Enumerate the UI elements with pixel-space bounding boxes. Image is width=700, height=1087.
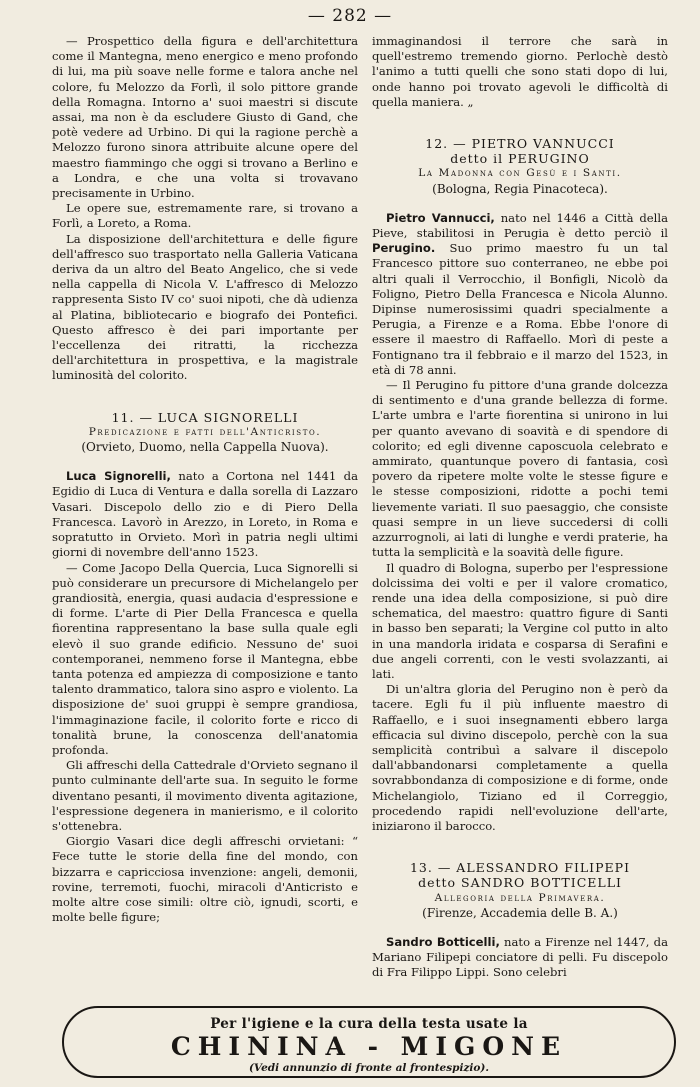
left-column (52, 34, 358, 925)
section-11-lead-paragraph (52, 469, 358, 560)
section-11-paragraph: Giorgio Vasari dice degli affreschi orvietani: “ Fece tutte le storie della fine del mondo, con bizzarra e capricciosa invenzione: angeli, demonii, rovine, terremoti, fuochi, miracoli d'Anticristo e molte altre cose simili: oltre ciò, ignudi, scorti, e molte belle figure; (52, 834, 358, 925)
section-13-location: (Firenze, Accademia delle B. A.) (422, 905, 618, 920)
section-13-lead-paragraph (372, 935, 668, 981)
intro-paragraph: La disposizione dell'architettura e delle figure dell'affresco suo trasportato nella Galleria Vaticana deriva da un altro del Beato Angelico, che si vede nella cappella di Nicola V. L'affresco di Melozzo rappresenta Sisto IV co' suoi nipoti, che dà udienza al Platina, bibliotecario e biografo dei Pontefici. Questo affresco è dei pari importante per l'eccellenza dei ritratti, la ricchezza dell'architettura in prospettiva, e la magistrale luminosità del colorito. (52, 231, 358, 383)
section-13-title: 13. — ALESSANDRO FILIPEPI (409, 860, 631, 876)
section-12-paragraph: — Il Perugino fu pittore d'una grande dolcezza di sentimento e d'una grande bellezza di forme. L'arte umbra e l'arte fiorentina si unirono in lui per quanto avevano di soavità e di spendore di colorito; ed egli divenne caposcuola celebrato e ammirato, quantunque povero di fantasia, così povero da ripetere molte volte le stesse figure e le stesse composizioni, ridotte a pochi temi lievemente variati. Il suo paesaggio, che consiste quasi sempre in un lieve succedersi di colli azzurrognoli, ai lati di lunghe e verdi praterie, ha tutta la semplicità e la soavità delle figure. (372, 378, 668, 560)
section-12-location: (Bologna, Regia Pinacoteca). (432, 181, 608, 196)
section-13-work: Allegoria della Primavera. (434, 891, 606, 904)
section-11-location: (Orvieto, Duomo, nella Cappella Nuova). (81, 440, 329, 455)
section-12-subtitle: detto il PERUGINO (450, 151, 590, 167)
lead-text: nato a Cortona nel 1441 da Egidio di Luca di Ventura e dalla sorella di Lazzaro Vasari. Discepolo dello zio e di Piero Della Francesca. Lavorò in Arezzo, in Loreto, in Roma e sopratutto in Orvieto. Morì in patria negli ultimi giorni di novembre dell'anno 1523. (52, 469, 359, 560)
lead-text: Suo primo maestro fu un tal Francesco pittore suo conterraneo, ne ebbe poi altri quali il Verrocchio, il Bonfigli, Nicolò da Foligno, Pietro Della Francesca e Nicola Alunno. Dipinse numerosissimi quadri specialmente a Perugia, a Firenze e a Roma. Ebbe l'onore di essere il maestro di Raffaello. Morì di peste a Fontignano tra il febbraio e il marzo del 1523, in età di 78 anni. (372, 241, 668, 377)
section-12-lead-paragraph (372, 211, 668, 378)
section-11-paragraph: Gli affreschi della Cattedrale d'Orvieto segnano il punto culminante dell'arte sua. In seguito le forme diventano pesanti, il movimento diventa agitazione, l'espressione degenera in manierismo, e il colorito s'ottenebra. (52, 758, 358, 833)
intro-paragraph: — Prospettico della figura e dell'architettura come il Mantegna, meno energico e meno profondo di lui, ma più soave nelle forme e talora anche nel colore, fu Melozzo da Forlì, il solo pittore grande della Romagna. Intorno a' suoi maestri si discute assai, ma non è da escludere Giusto di Gand, che potè vedere ad Urbino. Di qui la ragione perchè a Melozzo furono sinora attribuite alcune opere del maestro fiammingo che oggi si trovano a Berlino e a Londra, e che una volta si trovavano precisamente in Urbino. (52, 34, 358, 201)
advertisement-line: Per l'igiene e la cura della testa usate la (210, 1016, 528, 1032)
page-number: — 282 — (307, 6, 393, 26)
section-13-subtitle: detto SANDRO BOTTICELLI (418, 875, 622, 891)
section-11-paragraph: — Come Jacopo Della Quercia, Luca Signorelli si può considerare un precursore di Michelangelo per grandiosità, energia, quasi audacia d'espressione e di forme. L'arte di Pier Della Francesca e quella fiorentina rappresentano la base sulla quale egli elevò il suo grande edificio. Nessuno de' suoi contemporanei, nemmeno forse il Mantegna, ebbe tanta potenza ed ampiezza di composizione e tanto talento drammatico, talora sino aspro e violento. La disposizione de' suoi gruppi è sempre grandiosa, l'immaginazione facile, il colorito forte e ricco di tonalità brune, la conoscenza dell'anatomia profonda. (52, 560, 358, 757)
section-11-work: Predicazione e fatti dell'Anticristo. (88, 425, 322, 438)
artist-name: Luca Signorelli, (66, 469, 171, 484)
artist-nickname: Perugino. (372, 241, 436, 256)
artist-name: Sandro Botticelli, (386, 934, 500, 949)
lead-text: nato nel 1446 a Città della Pieve, stabilitosi in Perugia è detto perciò il (372, 210, 668, 241)
quote-continuation: immaginandosi il terrore che sarà in quell'estremo tremendo giorno. Perlochè destò l'animo a tutti quelli che sono stati dopo di lui, onde hanno poi trovato agevoli le difficoltà di quella maniera. „ (372, 34, 668, 109)
section-12-paragraph: Di un'altra gloria del Perugino non è però da tacere. Egli fu il più influente maestro di Raffaello, e i suoi insegnamenti ebbero larga efficacia sul divino discepolo, perchè con la sua semplicità contribuì a salvare il discepolo dall'abbandonarsi completamente a quella sovrabbondanza di composizione e di forme, onde Michelangiolo, Tiziano ed il Correggio, procedendo rapidi nell'evoluzione dell'arte, iniziarono il barocco. (372, 682, 668, 833)
section-11-title: 11. — LUCA SIGNORELLI (111, 409, 299, 425)
section-12-work: La Madonna con Gesù e i Santi. (418, 167, 622, 180)
section-12-title: 12. — PIETRO VANNUCCI (425, 136, 615, 152)
right-column (372, 34, 668, 981)
advertisement-note: (Vedi annunzio di fronte al frontespizio). (248, 1062, 490, 1074)
artist-name: Pietro Vannucci, (386, 210, 495, 225)
section-12-paragraph: Il quadro di Bologna, superbo per l'espressione dolcissima dei volti e per il valore cromatico, rende una idea della composizione, si può dire schematica, del maestro: quattro figure di Santi in basso ben separati; la Vergine col putto in alto in una mandorla iridata e cosparsa di Serafini e due angeli correnti, con le vesti svolazzanti, ai lati. (372, 560, 668, 681)
lead-text: nato a Firenze nel 1447, da Mariano Filipepi conciatore di pelli. Fu discepolo di Fra Filippo Lippi. Sono celebri (372, 934, 668, 980)
advertisement-box (62, 1006, 676, 1078)
intro-paragraph: Le opere sue, estremamente rare, si trovano a Forlì, a Loreto, a Roma. (52, 201, 358, 231)
advertisement-brand: CHININA - MIGONE (170, 1032, 568, 1061)
